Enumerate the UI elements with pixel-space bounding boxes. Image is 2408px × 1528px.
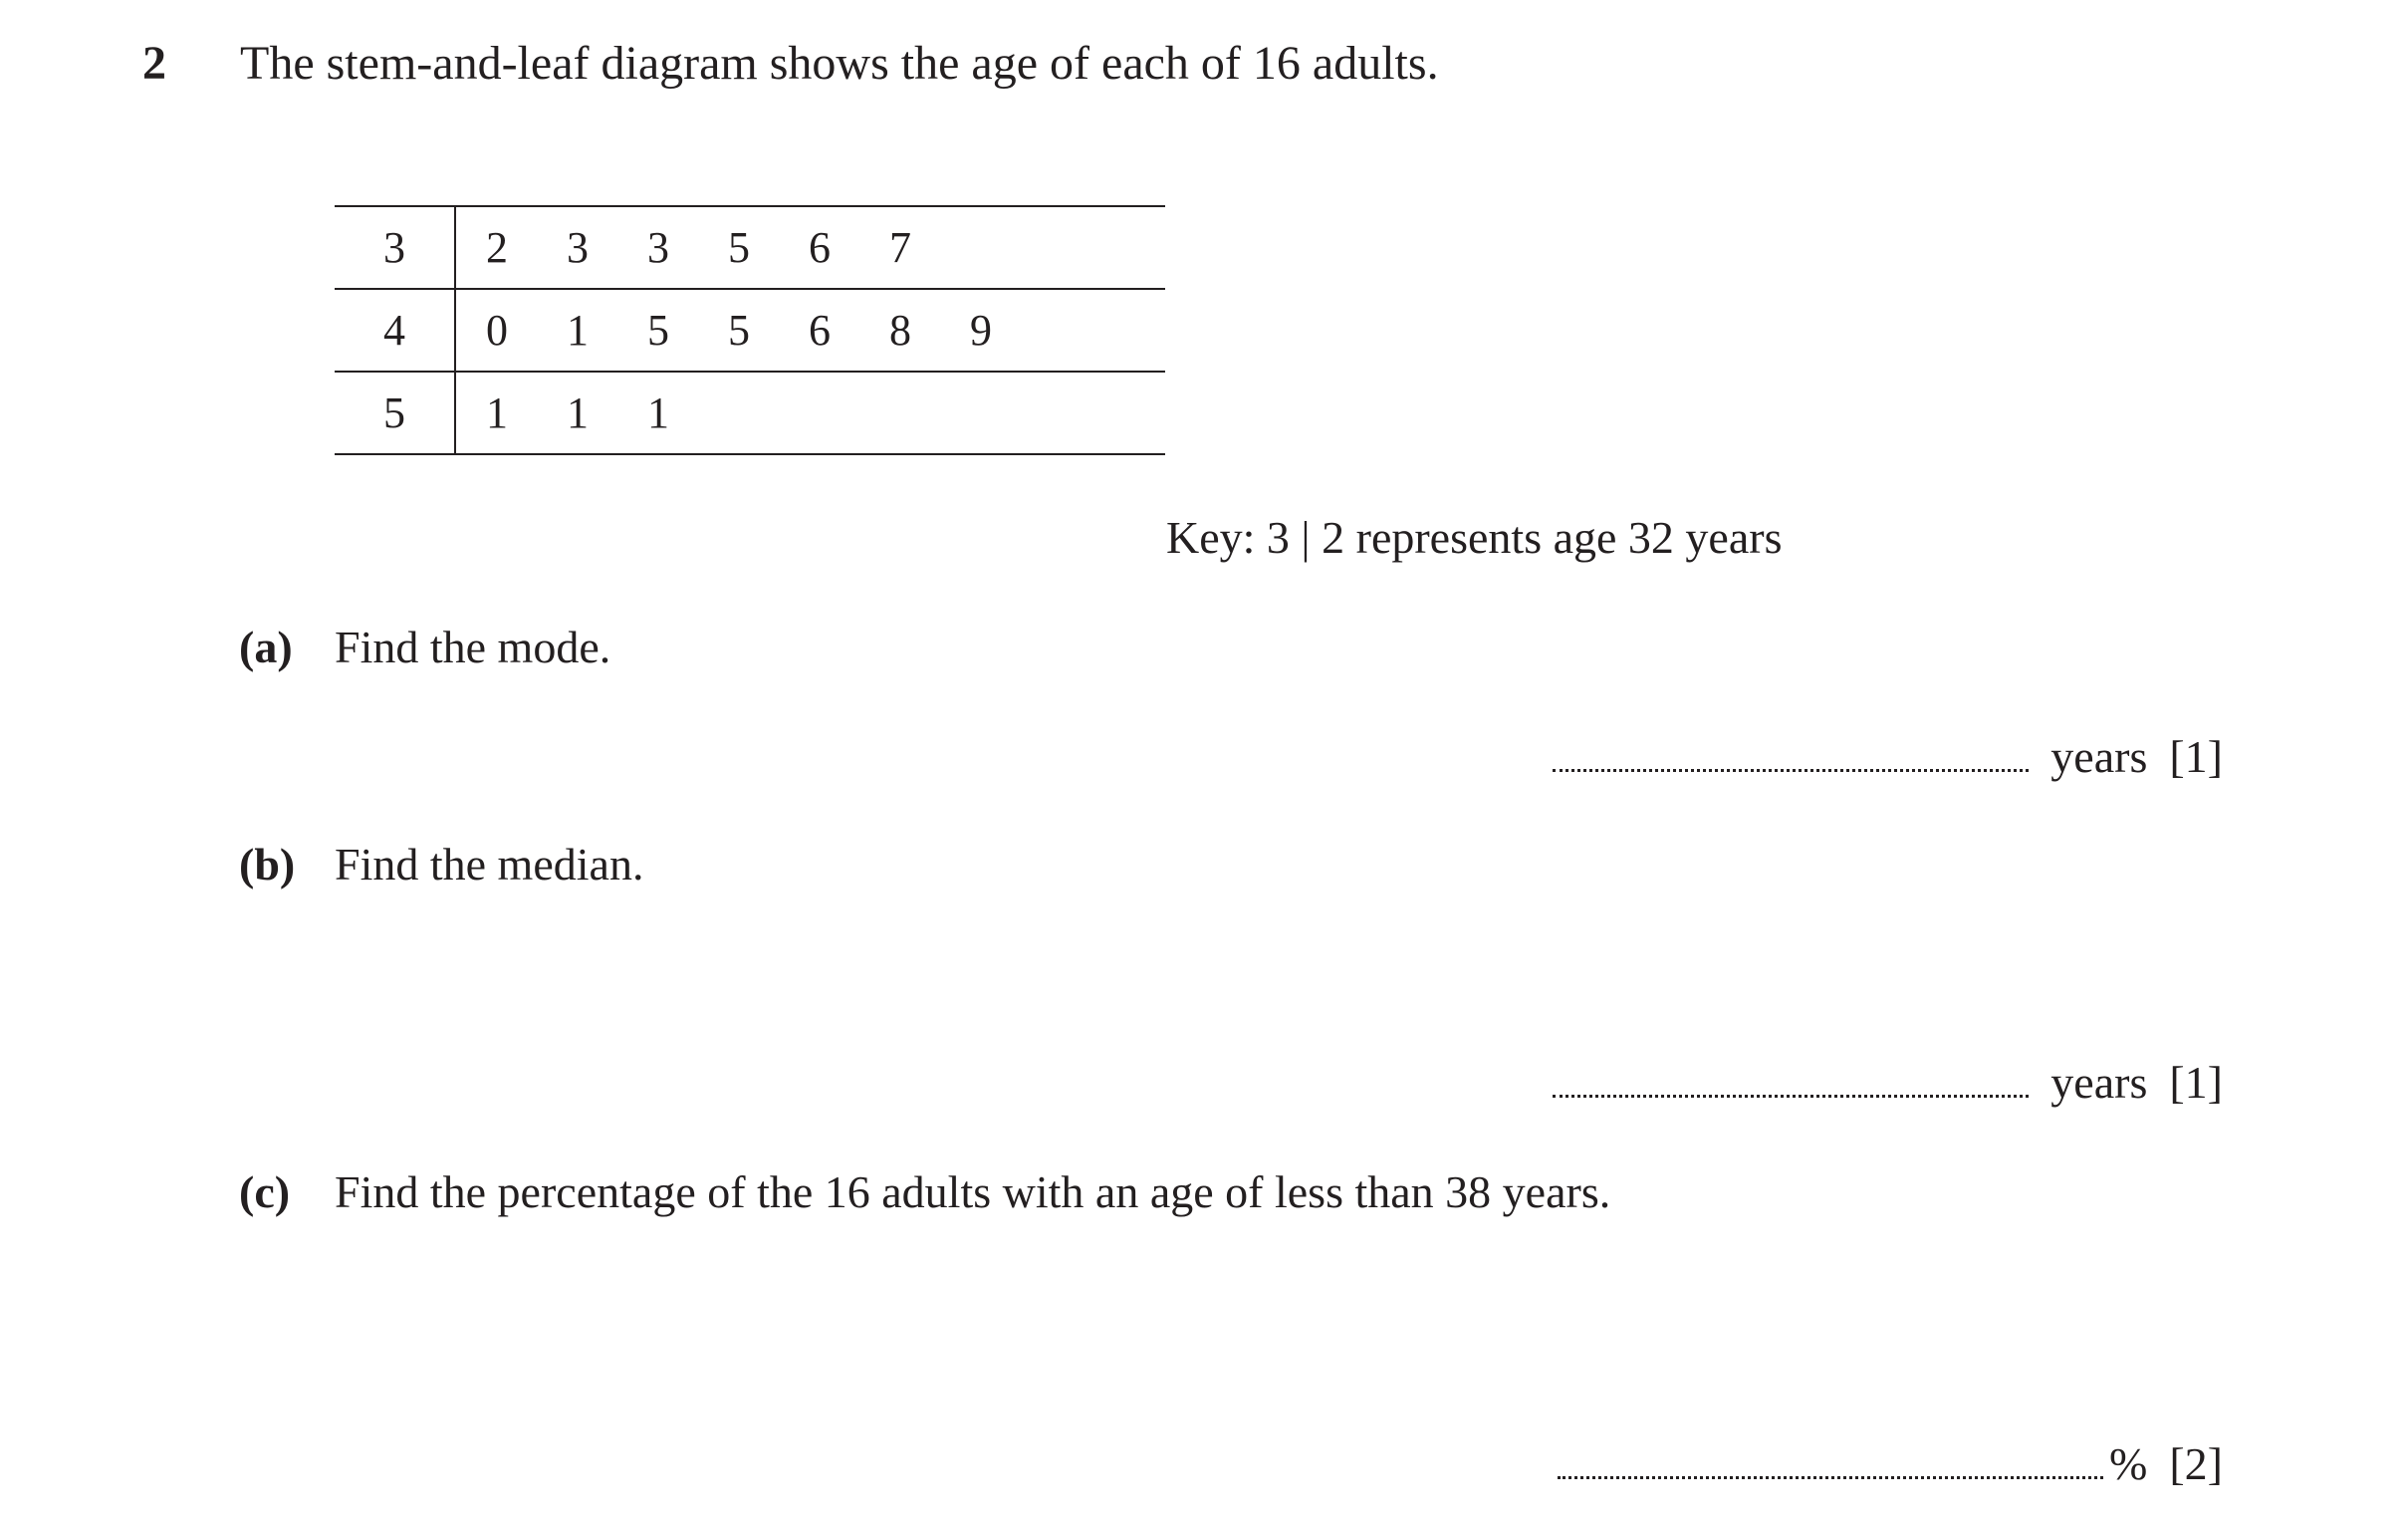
- marks: [2]: [2169, 1438, 2223, 1489]
- answer-dots[interactable]: [1553, 769, 2029, 772]
- leaf: 6: [809, 306, 831, 355]
- marks: [1]: [2169, 1057, 2223, 1108]
- leaf: 1: [567, 306, 589, 355]
- stem: 5: [335, 372, 455, 454]
- part-a-label: (a): [239, 622, 293, 672]
- stem-row: [335, 372, 1165, 454]
- answer-dots[interactable]: [1558, 1476, 2103, 1479]
- stem: 4: [335, 289, 455, 372]
- leaf: 8: [889, 306, 911, 355]
- leaf: 5: [728, 223, 750, 272]
- leaf: 1: [567, 388, 589, 437]
- leaf: 1: [486, 388, 508, 437]
- leaves: [455, 372, 1165, 454]
- answer-unit: years: [2050, 731, 2148, 782]
- stem-and-leaf-diagram: [335, 205, 1165, 455]
- part-b-text: Find the median.: [335, 839, 644, 890]
- leaf: 9: [970, 306, 992, 355]
- diagram-key: Key: 3 | 2 represents age 32 years: [1166, 512, 1783, 563]
- part-b-answer-line[interactable]: [1553, 1053, 2223, 1113]
- leaves: [455, 206, 1165, 289]
- part-b-label: (b): [239, 839, 296, 890]
- part-a-text: Find the mode.: [335, 622, 611, 672]
- stem-row: [335, 289, 1165, 372]
- stem: 3: [335, 206, 455, 289]
- answer-dots[interactable]: [1553, 1095, 2029, 1098]
- part-c-label: (c): [239, 1166, 291, 1217]
- marks: [1]: [2169, 731, 2223, 782]
- part-a-answer-line[interactable]: [1553, 727, 2223, 787]
- answer-unit: %: [2109, 1438, 2148, 1489]
- stem-row: [335, 206, 1165, 289]
- leaf: 7: [889, 223, 911, 272]
- leaf: 1: [647, 388, 669, 437]
- part-c-text: Find the percentage of the 16 adults with an age of less than 38 years.: [335, 1166, 1611, 1217]
- question-number: 2: [142, 37, 166, 90]
- leaves: [455, 289, 1165, 372]
- leaf: 2: [486, 223, 508, 272]
- leaf: 3: [647, 223, 669, 272]
- part-c-answer-line[interactable]: [1558, 1434, 2223, 1494]
- leaf: 5: [728, 306, 750, 355]
- answer-unit: years: [2050, 1057, 2148, 1108]
- leaf: 3: [567, 223, 589, 272]
- question-text: The stem-and-leaf diagram shows the age of each of 16 adults.: [240, 37, 1439, 90]
- leaf: 6: [809, 223, 831, 272]
- leaf: 0: [486, 306, 508, 355]
- leaf: 5: [647, 306, 669, 355]
